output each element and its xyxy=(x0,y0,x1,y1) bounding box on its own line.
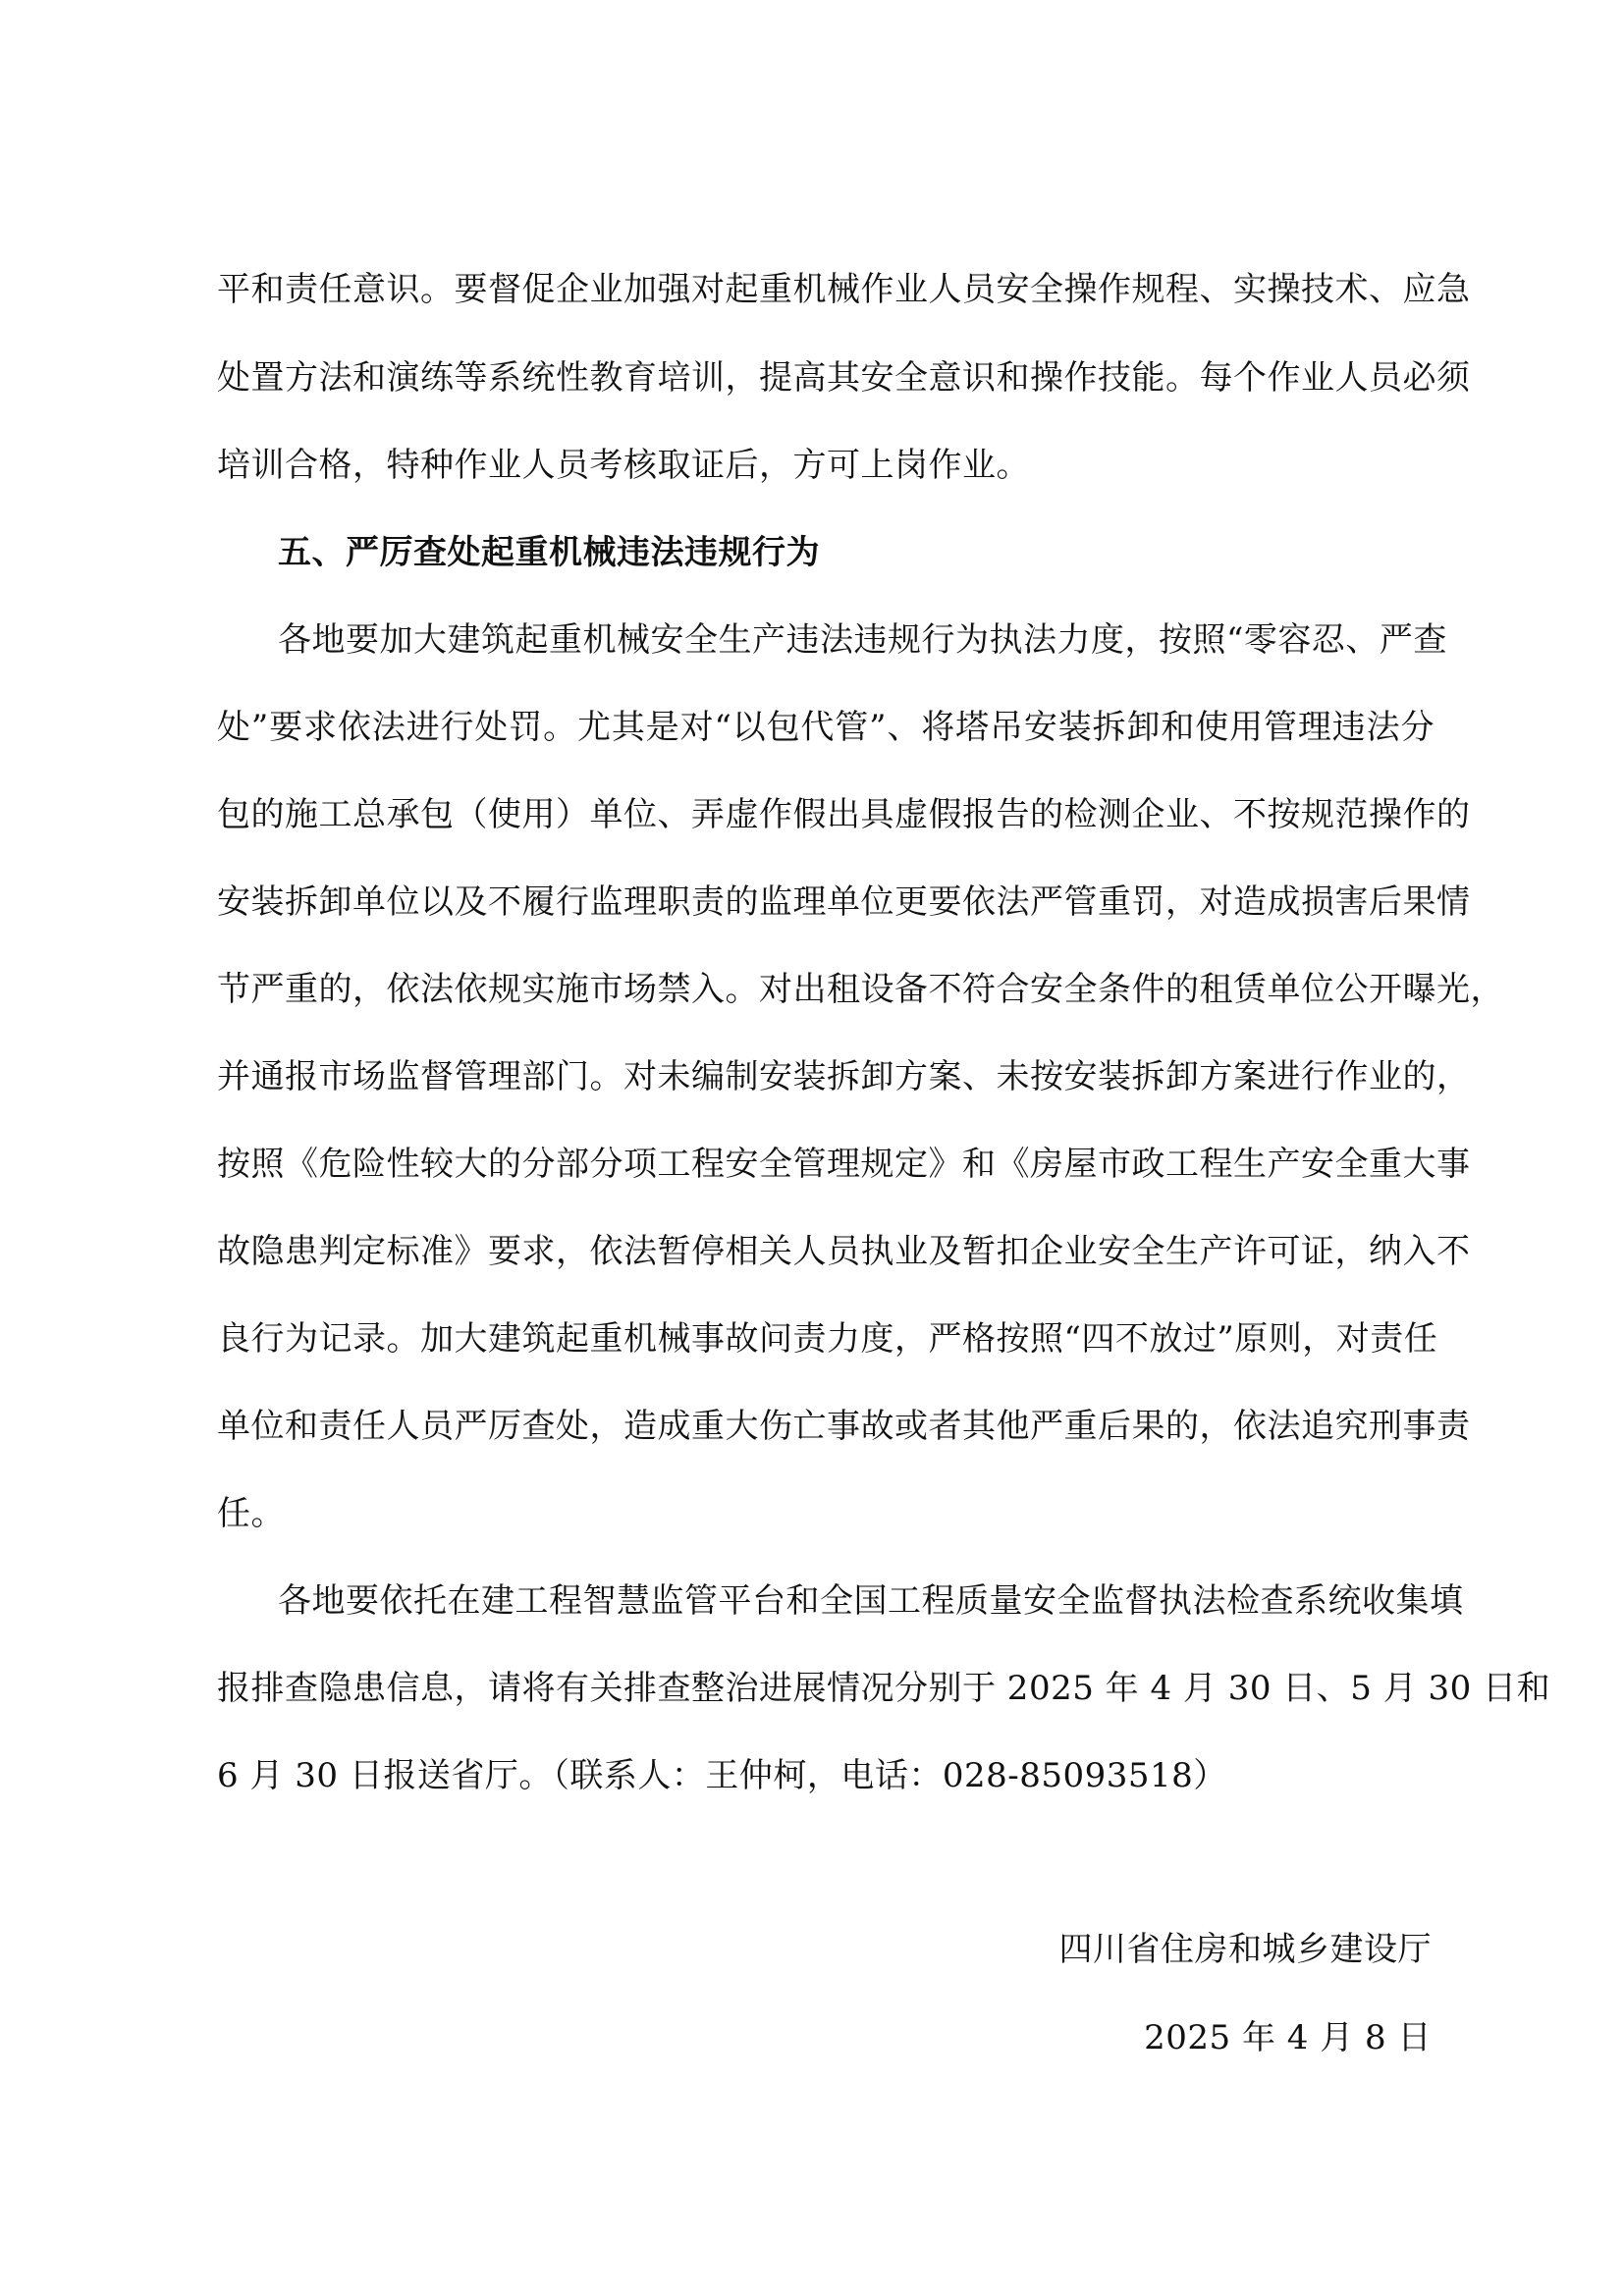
body-text-line: 报排查隐患信息，请将有关排查整治进展情况分别于 2025 年 4 月 30 日、5 月 30 日和 xyxy=(217,1669,1551,1708)
body-text-line: 按照《危险性较大的分部分项工程安全管理规定》和《房屋市政工程生产安全重大事 xyxy=(217,1145,1471,1184)
body-text-line: 安装拆卸单位以及不履行监理职责的监理单位更要依法严管重罚，对造成损害后果情 xyxy=(217,882,1471,922)
paragraph-first-line: 各地要加大建筑起重机械安全生产违法违规行为执法力度，按照“零容忍、严查 xyxy=(278,620,1447,660)
body-text-line: 故隐患判定标准》要求，依法暂停相关人员执业及暂扣企业安全生产许可证，纳入不 xyxy=(217,1232,1471,1271)
section-heading: 五、严厉查处起重机械违法违规行为 xyxy=(278,533,820,572)
body-text-line: 6 月 30 日报送省厅。（联系人：王仲柯，电话：028-85093518） xyxy=(217,1756,1227,1795)
body-text-line: 任。 xyxy=(217,1494,285,1533)
signature-organization: 四川省住房和城乡建设厅 xyxy=(1058,1930,1432,1969)
body-text-line: 良行为记录。加大建筑起重机械事故问责力度，严格按照“四不放过”原则，对责任 xyxy=(217,1319,1438,1359)
body-text-line: 培训合格，特种作业人员考核取证后，方可上岗作业。 xyxy=(217,446,1030,485)
body-text-line: 包的施工总承包（使用）单位、弄虚作假出具虚假报告的检测企业、不按规范操作的 xyxy=(217,795,1471,834)
body-text-line: 平和责任意识。要督促企业加强对起重机械作业人员安全操作规程、实操技术、应急 xyxy=(217,270,1471,309)
body-text-line: 处”要求依法进行处罚。尤其是对“以包代管”、将塔吊安装拆卸和使用管理违法分 xyxy=(217,708,1435,747)
body-text-line: 节严重的，依法依规实施市场禁入。对出租设备不符合安全条件的租赁单位公开曝光， xyxy=(217,970,1504,1009)
body-text-line: 处置方法和演练等系统性教育培训，提高其安全意识和操作技能。每个作业人员必须 xyxy=(217,358,1471,398)
paragraph-first-line: 各地要依托在建工程智慧监管平台和全国工程质量安全监督执法检查系统收集填 xyxy=(278,1581,1464,1621)
body-text-line: 并通报市场监督管理部门。对未编制安装拆卸方案、未按安装拆卸方案进行作业的， xyxy=(217,1057,1471,1096)
body-text-line: 单位和责任人员严厉查处，造成重大伤亡事故或者其他严重后果的，依法追究刑事责 xyxy=(217,1407,1471,1446)
signature-date: 2025 年 4 月 8 日 xyxy=(1144,2018,1432,2057)
